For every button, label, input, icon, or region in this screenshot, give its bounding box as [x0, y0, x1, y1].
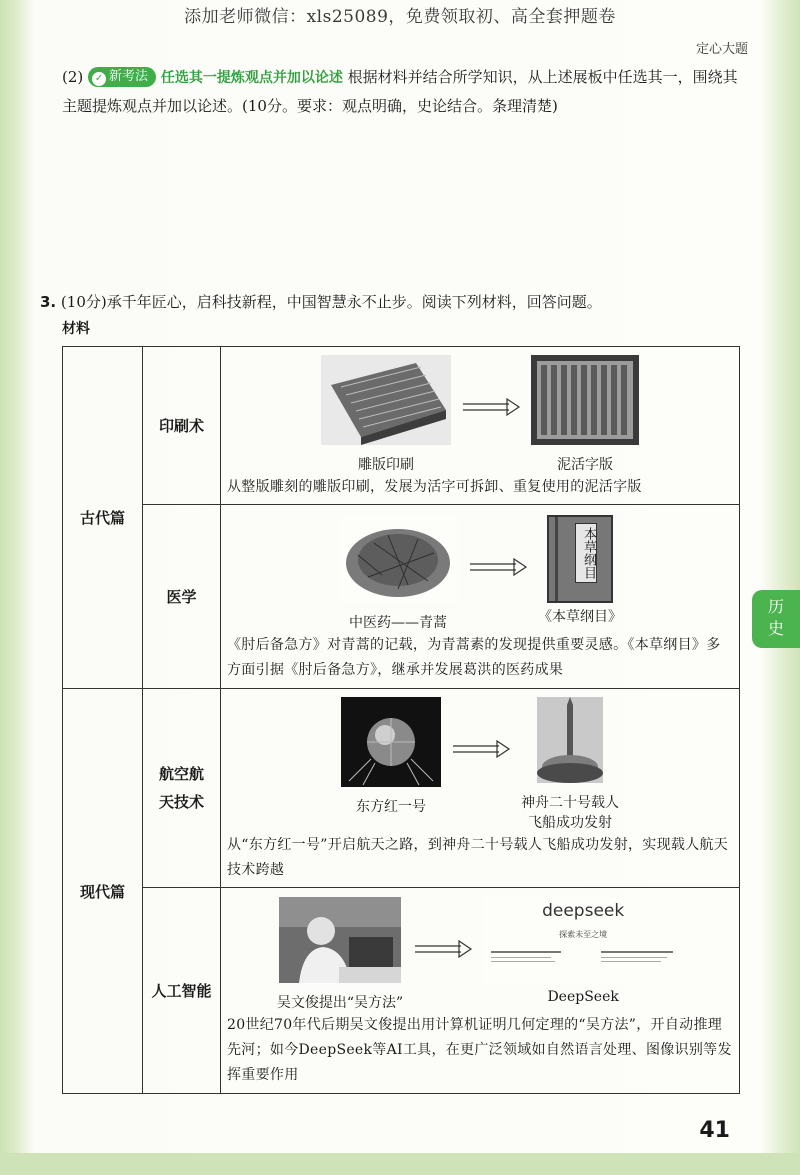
q3-text: (10分)承千年匠心，启科技新程，中国智慧永不止步。阅读下列材料，回答问题。 [60, 293, 602, 311]
caption-shenzhou20: 神舟二十号载人 飞船成功发射 [521, 795, 619, 831]
desc-medicine: 《肘后备急方》对青蒿的记载，为青蒿素的发现提供重要灵感。《本草纲目》多方面引据《肘后备急方》，继承并发展葛洪的医药成果 [227, 636, 721, 678]
footer-band [0, 1153, 800, 1175]
figure-woodblock [321, 355, 451, 475]
content-aerospace [221, 689, 740, 888]
caption-wu-wenjun: 吴文俊提出“吴方法” [276, 995, 404, 1011]
deepseek-subtitle: 探索未至之境 [559, 930, 608, 939]
figure-shenzhou20 [521, 697, 619, 833]
caption-deepseek: DeepSeek [547, 989, 619, 1005]
content-printing [221, 347, 740, 505]
material-table [62, 346, 740, 1094]
topic-ai: 人工智能 [143, 888, 221, 1094]
figure-deepseek [483, 897, 683, 1007]
topic-medicine: 医学 [143, 505, 221, 689]
deepseek-image [483, 897, 683, 983]
caption-woodblock: 雕版印刷 [358, 457, 414, 473]
bencao-book-image [547, 515, 613, 603]
table-row [63, 888, 740, 1094]
caption-dfh1: 东方红一号 [356, 799, 426, 815]
subject-tab-history[interactable]: 历 史 [752, 590, 800, 648]
desc-ai: 20世纪70年代后期吴文俊提出用计算机证明几何定理的“吴方法”，开自动推理先河；如今DeepSeek等AI工具，在更广泛领域如自然语言处理、图像识别等发挥重要作用 [227, 1017, 732, 1083]
figure-dfh1 [341, 697, 441, 817]
table-row [63, 347, 740, 505]
content-medicine [221, 505, 740, 689]
figure-bencao [538, 515, 622, 627]
arrow-icon [468, 557, 528, 577]
content-ai [221, 888, 740, 1094]
question-2 [62, 63, 742, 120]
new-method-badge: ✓ 新考法 [88, 67, 156, 87]
wu-wenjun-photo [279, 897, 401, 983]
material-label: 材料 [62, 321, 90, 337]
q3-number: 3. [40, 293, 57, 311]
clay-type-image [531, 355, 639, 445]
q2-text: 根据材料并结合所学知识，从上述展板中任选其一，围绕其主题提炼观点并加以论述。(10分。要求：观点明确，史论结合。条理清楚) [62, 68, 738, 115]
rocket-launch-image [537, 697, 603, 783]
page-number: 41 [699, 1118, 730, 1143]
arrow-icon [451, 739, 511, 759]
promo-banner: 添加老师微信：xls25089，免费领取初、高全套押题卷 [184, 7, 616, 27]
q2-number: (2) [62, 68, 84, 86]
caption-artemisia: 中医药——青蒿 [349, 614, 447, 631]
figure-clay-type [531, 355, 639, 475]
section-tag: 定心大题 [695, 42, 748, 57]
q2-highlight: 任选其一提炼观点并加以论述 [160, 70, 343, 86]
figure-wu-wenjun [277, 897, 403, 1013]
deepseek-logo: deepseek [542, 901, 625, 921]
figure-artemisia [338, 515, 458, 633]
topic-printing: 印刷术 [143, 347, 221, 505]
satellite-image [341, 697, 441, 787]
arrow-icon [461, 397, 521, 417]
bencao-book-title: 本草纲目 [575, 523, 597, 583]
era-modern: 现代篇 [63, 689, 143, 1094]
topic-aerospace: 航空航 天技术 [143, 689, 221, 888]
question-3 [40, 290, 740, 314]
desc-aerospace: 从“东方红一号”开启航天之路，到神舟二十号载人飞船成功发射，实现载人航天技术跨越 [227, 837, 729, 878]
table-row [63, 505, 740, 689]
caption-bencao: 《本草纲目》 [538, 608, 622, 625]
check-icon: ✓ [92, 72, 106, 86]
caption-clay-type: 泥活字版 [557, 457, 613, 473]
arrow-icon [413, 939, 473, 959]
table-row [63, 689, 740, 888]
woodblock-image [321, 355, 451, 445]
artemisia-image [338, 515, 458, 603]
era-ancient: 古代篇 [63, 347, 143, 689]
desc-printing: 从整版雕刻的雕版印刷，发展为活字可拆卸、重复使用的泥活字版 [227, 479, 642, 495]
